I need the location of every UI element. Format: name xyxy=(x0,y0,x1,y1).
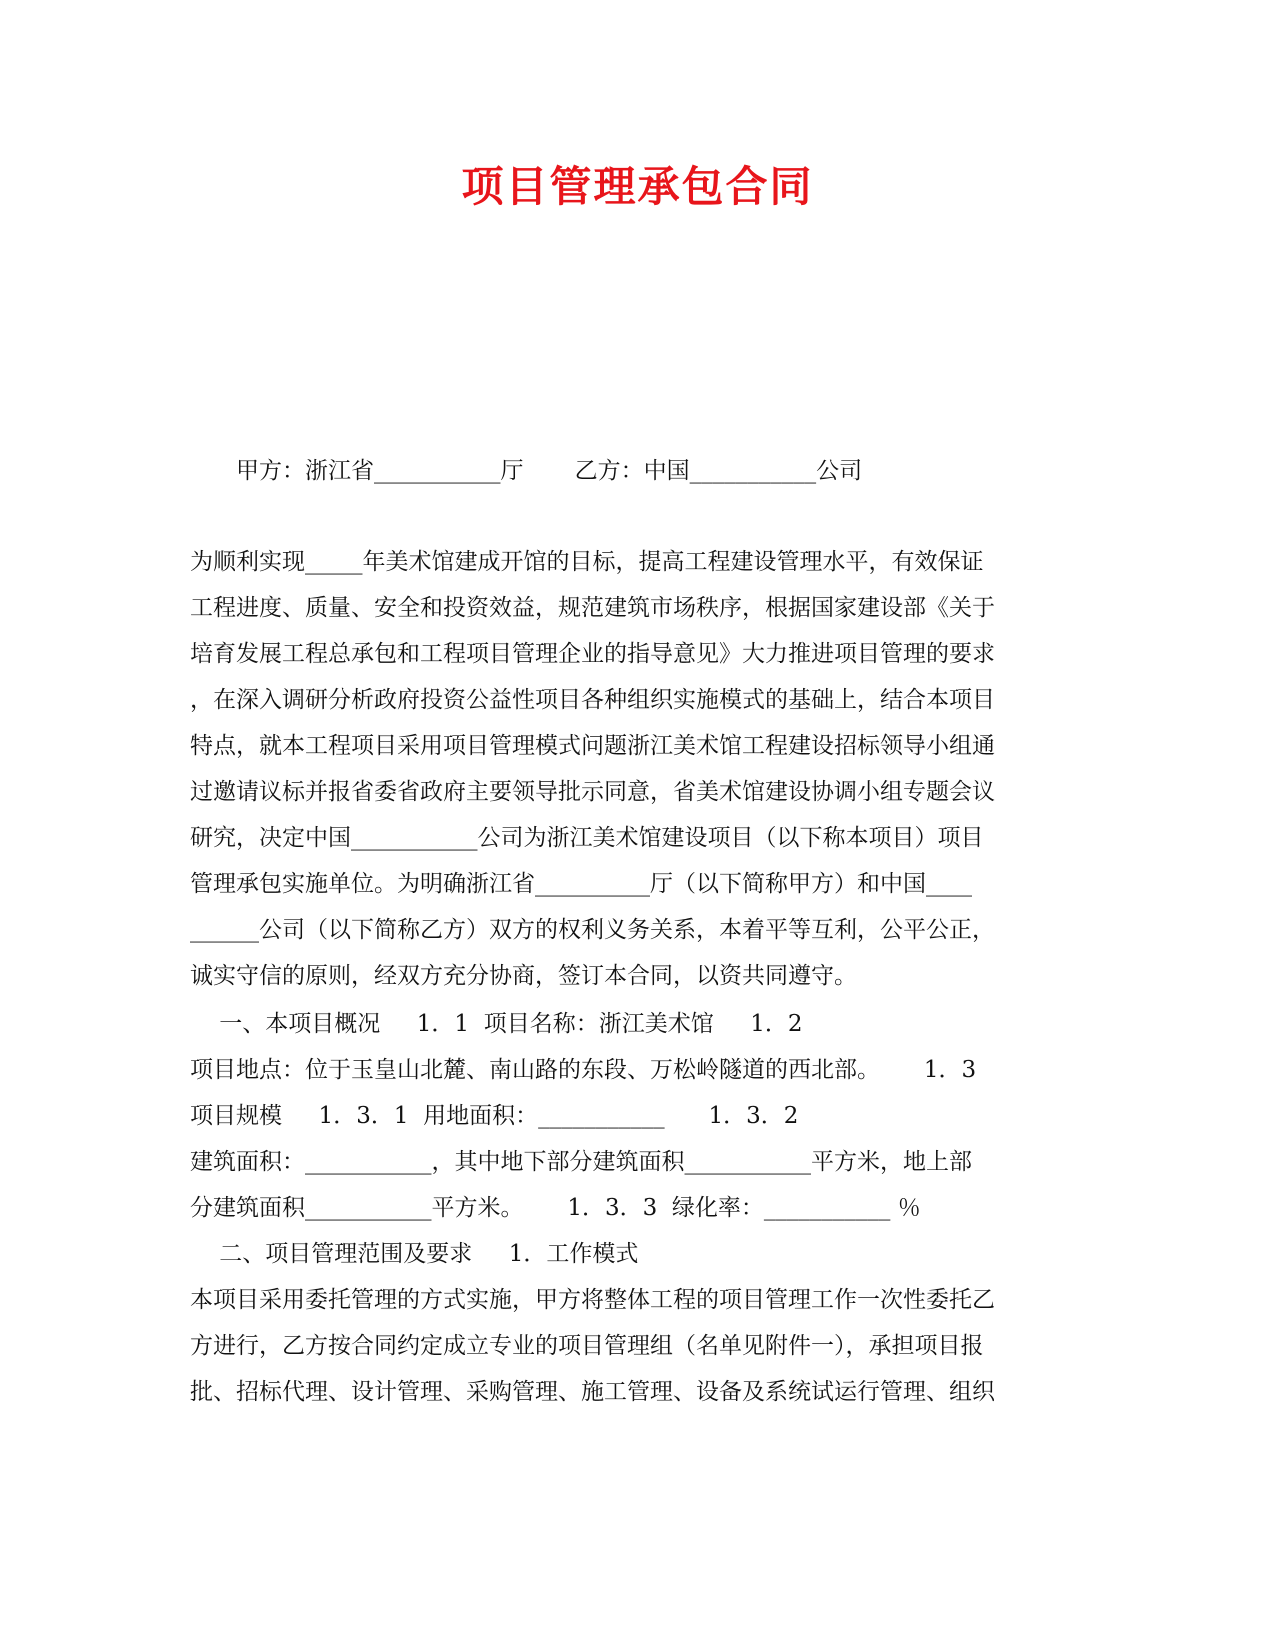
body-line: 本项目采用委托管理的方式实施，甲方将整体工程的项目管理工作一次性委托乙 xyxy=(190,1287,995,1313)
body-line: 研究，决定中国___________公司为浙江美术馆建设项目（以下称本项目）项目 xyxy=(190,825,984,851)
body-line: ，在深入调研分析政府投资公益性项目各种组织实施模式的基础上，结合本项目 xyxy=(190,687,995,713)
body-line: 特点，就本工程项目采用项目管理模式问题浙江美术馆工程建设招标领导小组通 xyxy=(190,733,995,759)
body-line: 项目地点：位于玉皇山北麓、南山路的东段、万松岭隧道的西北部。 1．3 xyxy=(190,1057,977,1083)
body-line: 为顺利实现_____年美术馆建成开馆的目标，提高工程建设管理水平，有效保证 xyxy=(190,549,984,575)
body-line: 项目规模 1．3．1 用地面积：___________ 1．3．2 xyxy=(190,1103,799,1129)
parties-line: 甲方：浙江省___________厅 乙方：中国___________公司 xyxy=(236,458,863,484)
body-line: 诚实守信的原则，经双方充分协商，签订本合同，以资共同遵守。 xyxy=(190,963,857,989)
body-line: 过邀请议标并报省委省政府主要领导批示同意，省美术馆建设协调小组专题会议 xyxy=(190,779,995,805)
body-line: 建筑面积：___________，其中地下部分建筑面积___________平方米，地上部 xyxy=(190,1149,972,1175)
section-heading-line: 二、项目管理范围及要求 1．工作模式 xyxy=(190,1241,639,1267)
section-heading-line: 一、本项目概况 1．1 项目名称：浙江美术馆 1．2 xyxy=(190,1011,803,1037)
body-line: 批、招标代理、设计管理、采购管理、施工管理、设备及系统试运行管理、组织 xyxy=(190,1379,995,1405)
body-line: ______公司（以下简称乙方）双方的权利义务关系，本着平等互利，公平公正， xyxy=(190,917,995,943)
body-line: 方进行，乙方按合同约定成立专业的项目管理组（名单见附件一），承担项目报 xyxy=(190,1333,984,1359)
body-line: 工程进度、质量、安全和投资效益，规范建筑市场秩序，根据国家建设部《关于 xyxy=(190,595,995,621)
body-line: 管理承包实施单位。为明确浙江省__________厅（以下简称甲方）和中国____ xyxy=(190,871,972,897)
document-title: 项目管理承包合同 xyxy=(461,162,814,211)
body-line: 分建筑面积___________平方米。 1．3．3 绿化率：___________ ％ xyxy=(190,1195,921,1221)
body-line: 培育发展工程总承包和工程项目管理企业的指导意见》大力推进项目管理的要求 xyxy=(190,641,995,667)
